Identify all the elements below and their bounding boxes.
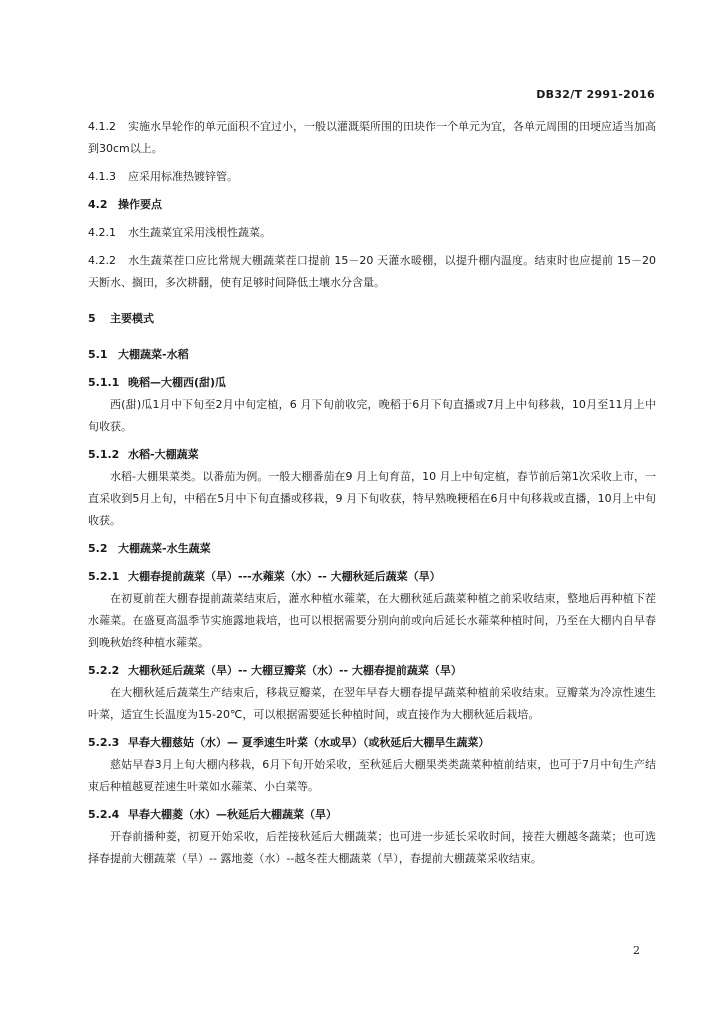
- heading-number: 4.2: [88, 198, 108, 211]
- paragraph-5-1-2: 水稻-大棚果菜类。以番茄为例。一般大棚番茄在9 月上旬育苗，10 月上中旬定植，春节前后第1次采收上市，一直采收到5月上旬，中稻在5月中下旬直播或移栽，9 月下旬收获，特早熟晚粳稻在6月中旬移栽或直播，10月上中旬收获。: [88, 470, 656, 527]
- heading-title: 操作要点: [118, 198, 162, 211]
- heading-5-2-4: [88, 804, 656, 826]
- standard-code: DB32/T 2991-2016: [536, 88, 655, 101]
- heading-number: 5.2.3: [88, 736, 120, 749]
- clause-number: 4.2.1: [88, 226, 116, 239]
- clause-text: 水生蔬菜茬口应比常规大棚蔬菜茬口提前 15－20 天灌水暖棚，以提升棚内温度。结束时也应提前 15－20 天断水、搁田，多次耕翻，使有足够时间降低土壤水分含量。: [88, 254, 656, 289]
- heading-number: 5.2.4: [88, 808, 120, 821]
- heading-title: 大棚蔬菜-水生蔬菜: [118, 542, 211, 555]
- paragraph-5-2-1: 在初夏前茬大棚春提前蔬菜结束后，灌水种植水蕹菜，在大棚秋延后蔬菜种植之前采收结束，整地后再种植下茬水蕹菜。在盛夏高温季节实施露地栽培，也可以根据需要分别向前或向后延长水蕹菜种植时间，乃至在大棚内自早春到晚秋始终种植水蕹菜。: [88, 592, 656, 649]
- heading-title: 晚稻—大棚西(甜)瓜: [128, 376, 227, 389]
- clause-number: 4.1.3: [88, 170, 116, 183]
- clause-4-2-2: [88, 250, 656, 294]
- paragraph-5-2-3: 慈姑早春3月上旬大棚内移栽，6月下旬开始采收，至秋延后大棚果类类蔬菜种植前结束，也可于7月中旬生产结束后种植越夏茬速生叶菜如水蕹菜、小白菜等。: [88, 758, 656, 793]
- heading-5-2-2: [88, 660, 656, 682]
- heading-number: 5.1.1: [88, 376, 120, 389]
- clause-4-1-2: [88, 116, 656, 160]
- clause-number: 4.1.2: [88, 120, 116, 133]
- heading-number: 5.1: [88, 348, 108, 361]
- paragraph-5-2-4: 开春前播种菱，初夏开始采收，后茬接秋延后大棚蔬菜；也可进一步延长采收时间，接茬大棚越冬蔬菜；也可选择春提前大棚蔬菜（旱）-- 露地菱（水）--越冬茬大棚蔬菜（旱），春提前大棚蔬菜采收结束。: [88, 830, 656, 865]
- heading-number: 5.2.1: [88, 570, 120, 583]
- heading-number: 5.2: [88, 542, 108, 555]
- clause-text: 应采用标准热镀锌管。: [128, 170, 238, 183]
- clause-text: 实施水旱轮作的单元面积不宜过小，一般以灌溉渠所围的田块作一个单元为宜，各单元周围的田埂应适当加高到30cm以上。: [88, 120, 656, 155]
- paragraph-5-1-1: 西(甜)瓜1月中下旬至2月中旬定植，6 月下旬前收完，晚稻于6月下旬直播或7月上中旬移栽，10月至11月上中旬收获。: [88, 398, 656, 433]
- heading-title: 大棚秋延后蔬菜（旱）-- 大棚豆瓣菜（水）-- 大棚春提前蔬菜（旱）: [128, 664, 462, 677]
- heading-4-2: [88, 194, 656, 216]
- heading-5-2: [88, 538, 656, 560]
- clause-4-2-1: [88, 222, 656, 244]
- heading-5-1-1: [88, 372, 656, 394]
- page-content: [88, 116, 656, 870]
- heading-5: [88, 308, 656, 330]
- heading-title: 主要模式: [110, 312, 154, 325]
- clause-number: 4.2.2: [88, 254, 116, 267]
- heading-title: 水稻-大棚蔬菜: [128, 448, 199, 461]
- heading-title: 早春大棚慈姑（水）— 夏季速生叶菜（水或旱）（或秋延后大棚旱生蔬菜）: [128, 736, 490, 749]
- paragraph-5-2-2: 在大棚秋延后蔬菜生产结束后，移栽豆瓣菜，在翌年早春大棚春提早蔬菜种植前采收结束。豆瓣菜为冷凉性速生叶菜，适宜生长温度为15-20℃，可以根据需要延长种植时间，或直接作为大棚秋延后栽培。: [88, 686, 656, 721]
- heading-title: 大棚蔬菜-水稻: [118, 348, 189, 361]
- clause-text: 水生蔬菜宜采用浅根性蔬菜。: [128, 226, 271, 239]
- heading-number: 5.2.2: [88, 664, 120, 677]
- heading-5-2-1: [88, 566, 656, 588]
- heading-5-1: [88, 344, 656, 366]
- clause-4-1-3: [88, 166, 656, 188]
- heading-title: 大棚春提前蔬菜（旱）---水蕹菜（水）-- 大棚秋延后蔬菜（旱）: [128, 570, 441, 583]
- heading-5-1-2: [88, 444, 656, 466]
- heading-title: 早春大棚菱（水）—秋延后大棚蔬菜（旱）: [128, 808, 337, 821]
- heading-number: 5.1.2: [88, 448, 120, 461]
- heading-number: 5: [88, 312, 96, 325]
- heading-5-2-3: [88, 732, 656, 754]
- page-number: 2: [633, 944, 640, 957]
